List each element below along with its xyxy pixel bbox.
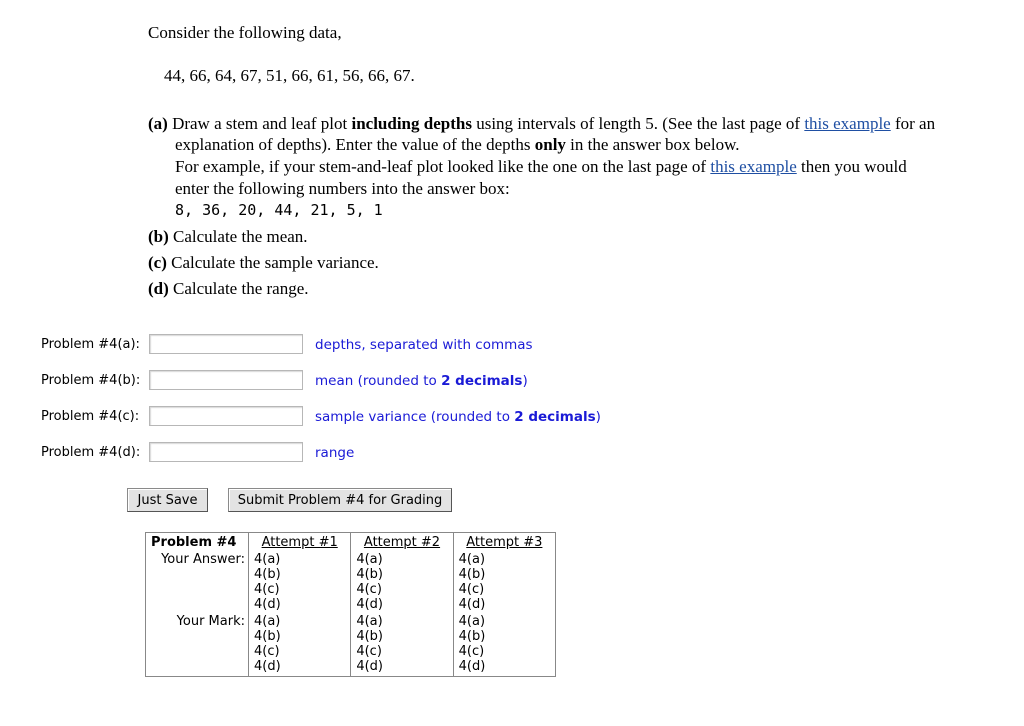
answer-hint-a-text: depths, separated with commas	[315, 337, 533, 353]
answer-input-c[interactable]	[149, 406, 303, 426]
attempt-1-mark-d: 4(d)	[254, 659, 281, 674]
answer-hint-c-bold: 2 decimals	[514, 409, 596, 425]
part-b-text: Calculate the mean.	[173, 227, 308, 246]
attempt-3-answers	[453, 552, 555, 614]
your-answer-row	[146, 552, 556, 614]
answer-hint-b	[315, 373, 528, 389]
part-a-line2a: explanation of depths). Enter the value of the depths	[175, 135, 535, 154]
answer-input-b[interactable]	[149, 370, 303, 390]
answer-input-d[interactable]	[149, 442, 303, 462]
attempt-1-mark-c: 4(c)	[254, 644, 280, 659]
attempt-1-answer-c: 4(c)	[254, 582, 280, 597]
part-a-line4: enter the following numbers into the answer box:	[175, 179, 510, 198]
part-c-tag: (c)	[148, 253, 167, 272]
attempts-problem-header: Problem #4	[151, 535, 237, 550]
attempt-1-answer-a: 4(a)	[254, 552, 281, 567]
attempt-2-header[interactable]: Attempt #2	[351, 533, 453, 553]
part-a-text1: Draw a stem and leaf plot	[172, 114, 352, 133]
attempt-2-mark-d: 4(d)	[356, 659, 383, 674]
answer-hint-d	[315, 445, 354, 461]
attempt-3-mark-a: 4(a)	[458, 614, 486, 629]
attempts-table	[145, 532, 556, 677]
answer-hint-b-text: mean (rounded to	[315, 373, 442, 389]
part-a-line2b: in the answer box below.	[565, 135, 740, 154]
attempt-3-header[interactable]: Attempt #3	[453, 533, 555, 553]
answer-hint-a	[315, 337, 533, 353]
answer-label-b: Problem #4(b):	[41, 373, 141, 388]
part-a-line1	[148, 113, 1018, 134]
part-a-bold2: only	[534, 135, 566, 154]
part-a-line3b: then you would	[796, 157, 907, 176]
example-link-2[interactable]: this example	[710, 157, 797, 176]
attempt-2-answer-d: 4(d)	[356, 597, 383, 612]
attempt-1-answer-d: 4(d)	[254, 597, 281, 612]
part-b	[148, 226, 308, 247]
part-a-line2	[175, 134, 740, 155]
part-a-line3	[175, 156, 1015, 177]
attempt-2-answers	[351, 552, 453, 614]
attempt-2-marks	[351, 614, 453, 677]
part-c-text: Calculate the sample variance.	[171, 253, 379, 272]
attempt-2-mark-b: 4(b)	[356, 629, 383, 644]
attempt-3-mark-d: 4(d)	[458, 659, 486, 674]
attempts-header-row	[146, 533, 556, 553]
attempt-3-answer-b: 4(b)	[458, 567, 486, 582]
attempt-1-mark-a: 4(a)	[254, 614, 281, 629]
part-a-line3a: For example, if your stem-and-leaf plot looked like the one on the last page of	[175, 157, 711, 176]
attempt-2-answer-b: 4(b)	[356, 567, 383, 582]
attempt-2-answer-a: 4(a)	[356, 552, 383, 567]
part-a-text3: for an	[890, 114, 936, 133]
answer-hint-d-text: range	[315, 445, 355, 461]
example-numbers: 8, 36, 20, 44, 21, 5, 1	[175, 201, 383, 219]
your-answer-label: Your Answer:	[161, 552, 245, 567]
answer-hint-c-text: sample variance (rounded to	[315, 409, 515, 425]
answer-label-a: Problem #4(a):	[41, 337, 140, 352]
just-save-button[interactable]: Just Save	[127, 488, 208, 512]
part-d-tag: (d)	[148, 279, 169, 298]
your-mark-row	[146, 614, 556, 677]
answer-hint-c-after: )	[595, 409, 601, 425]
attempt-2-answer-c: 4(c)	[356, 582, 382, 597]
answer-label-c: Problem #4(c):	[41, 409, 140, 424]
attempt-3-marks	[453, 614, 555, 677]
your-mark-label: Your Mark:	[176, 614, 245, 629]
answer-hint-b-bold: 2 decimals	[441, 373, 523, 389]
attempt-3-answer-c: 4(c)	[458, 582, 485, 597]
part-a-bold1: including depths	[351, 114, 472, 133]
attempt-3-answer-d: 4(d)	[458, 597, 486, 612]
part-a-tag: (a)	[148, 114, 168, 133]
example-link-1[interactable]: this example	[804, 114, 891, 133]
part-d-text: Calculate the range.	[173, 279, 309, 298]
attempt-3-mark-c: 4(c)	[458, 644, 485, 659]
part-b-tag: (b)	[148, 227, 169, 246]
attempt-1-header[interactable]: Attempt #1	[249, 533, 351, 553]
attempt-1-marks	[249, 614, 351, 677]
part-c	[148, 252, 379, 273]
answer-hint-b-after: )	[522, 373, 528, 389]
attempt-2-mark-c: 4(c)	[356, 644, 382, 659]
part-d	[148, 278, 309, 299]
attempt-3-mark-b: 4(b)	[458, 629, 486, 644]
attempt-2-mark-a: 4(a)	[356, 614, 383, 629]
attempt-1-mark-b: 4(b)	[254, 629, 281, 644]
answer-hint-c	[315, 409, 601, 425]
answer-label-d: Problem #4(d):	[41, 445, 141, 460]
attempt-1-answer-b: 4(b)	[254, 567, 281, 582]
attempt-3-answer-a: 4(a)	[458, 552, 486, 567]
question-intro: Consider the following data,	[148, 23, 342, 42]
submit-button[interactable]: Submit Problem #4 for Grading	[228, 488, 452, 512]
answer-input-a[interactable]	[149, 334, 303, 354]
part-a-text2: using intervals of length 5. (See the last page of	[471, 114, 805, 133]
data-values: 44, 66, 64, 67, 51, 66, 61, 56, 66, 67.	[164, 66, 415, 85]
attempt-1-answers	[249, 552, 351, 614]
